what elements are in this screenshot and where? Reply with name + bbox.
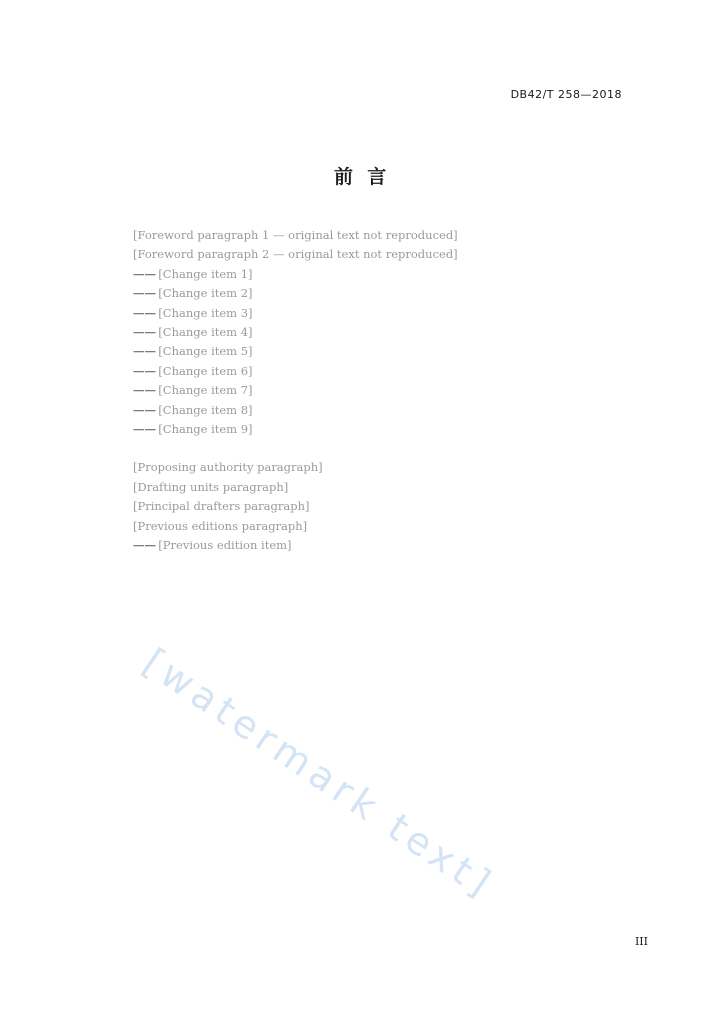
text: [Drafting units paragraph]	[133, 479, 289, 494]
text: [Principal drafters paragraph]	[133, 499, 310, 514]
paragraph-gap	[110, 439, 660, 458]
change-list-item	[110, 401, 660, 420]
paragraph	[110, 497, 660, 516]
paragraph	[110, 478, 660, 497]
page-number: III	[634, 935, 648, 948]
dash-marker: ——	[133, 344, 156, 359]
text: [Previous editions paragraph]	[133, 518, 308, 533]
change-list-item	[110, 342, 660, 361]
dash-marker: ——	[133, 266, 156, 281]
paragraph	[110, 226, 660, 245]
dash-marker: ——	[133, 325, 156, 340]
dash-marker: ——	[133, 286, 156, 301]
text: [Change item 9]	[158, 422, 253, 437]
text: [Foreword paragraph 2 — original text not reproduced]	[133, 247, 458, 262]
dash-marker: ——	[133, 422, 156, 437]
paragraph	[110, 245, 660, 264]
foreword-body	[110, 226, 660, 556]
paragraph	[110, 517, 660, 536]
paragraph	[110, 458, 660, 477]
dash-marker: ——	[133, 305, 156, 320]
text: [Change item 8]	[158, 402, 253, 417]
dash-marker: ——	[133, 363, 156, 378]
change-list-item	[110, 304, 660, 323]
text: [Foreword paragraph 1 — original text not reproduced]	[133, 228, 458, 242]
text: [Change item 3]	[158, 305, 253, 320]
text: [Change item 4]	[158, 325, 253, 340]
dash-marker: ——	[133, 538, 156, 553]
watermark: [watermark text]	[135, 640, 503, 908]
text: [Previous edition item]	[158, 538, 292, 553]
text: [Change item 7]	[158, 383, 253, 398]
change-list-item	[110, 284, 660, 303]
text: [Change item 6]	[158, 363, 253, 378]
change-list-item	[110, 381, 660, 400]
text: [Change item 5]	[158, 344, 253, 359]
text: [Change item 1]	[158, 266, 253, 281]
change-list-item	[110, 265, 660, 284]
text: [Change item 2]	[158, 286, 253, 301]
dash-marker: ——	[133, 383, 156, 398]
text: [Proposing authority paragraph]	[133, 460, 323, 475]
change-list-item	[110, 323, 660, 342]
standard-code: DB42/T 258—2018	[510, 88, 622, 101]
change-list-item	[110, 420, 660, 439]
change-list-item	[110, 536, 660, 555]
page-title: 前 言	[333, 166, 390, 188]
change-list-item	[110, 362, 660, 381]
dash-marker: ——	[133, 402, 156, 417]
